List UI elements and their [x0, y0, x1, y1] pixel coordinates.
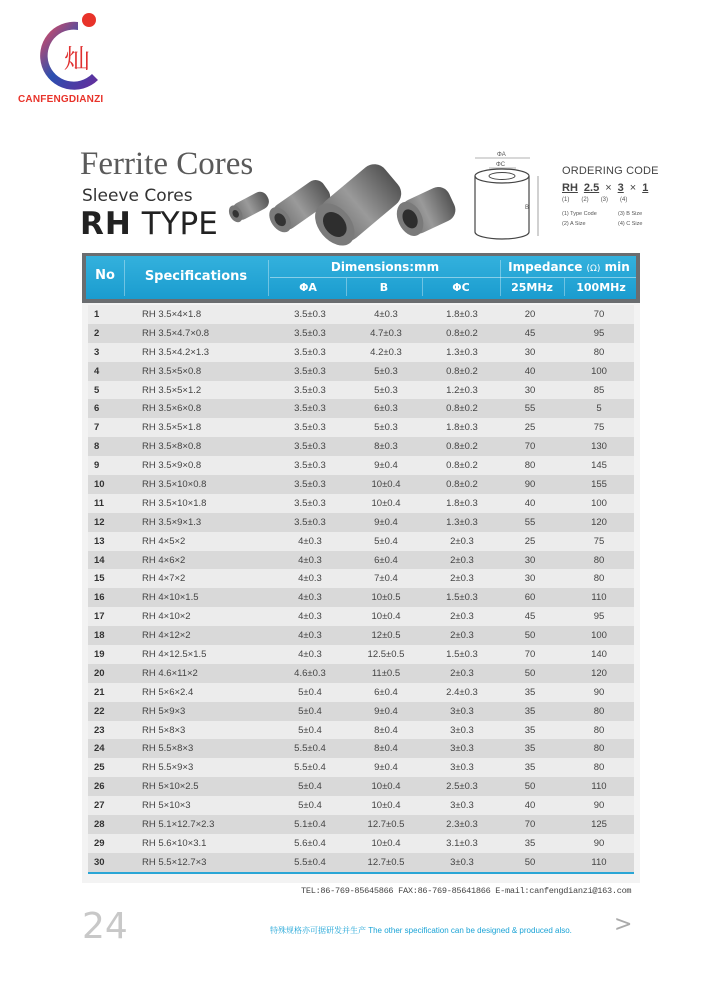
cell-no: 24: [94, 743, 105, 755]
table-header: [82, 253, 640, 303]
cell-100mhz: 80: [593, 346, 605, 358]
cell-b: 10±0.4: [371, 497, 401, 509]
cell-phi-a: 5.5±0.4: [294, 743, 326, 755]
cell-phi-c: 1.3±0.3: [446, 346, 478, 358]
cell-100mhz: 140: [591, 649, 607, 661]
cell-no: 5: [94, 384, 100, 396]
cell-phi-a: 5±0.4: [298, 686, 322, 698]
cell-specification: RH 5.5×9×3: [142, 762, 194, 774]
table-row: [88, 381, 634, 400]
ordering-code-indices: [562, 197, 662, 203]
cell-no: 19: [94, 649, 105, 661]
cell-25mhz: 35: [524, 686, 536, 698]
table-row: [88, 588, 634, 607]
cell-b: 6±0.3: [374, 403, 398, 415]
cell-b: 9±0.4: [374, 460, 398, 472]
cell-no: 14: [94, 554, 105, 566]
cell-b: 4±0.3: [374, 309, 398, 320]
page-number: 24: [82, 906, 128, 947]
cell-b: 8±0.4: [374, 724, 398, 736]
impedance-min: min: [604, 260, 630, 274]
cell-phi-a: 5.5±0.4: [294, 856, 326, 868]
cell-no: 8: [94, 441, 100, 453]
cell-b: 12.7±0.5: [367, 856, 405, 868]
cell-25mhz: 70: [524, 441, 536, 453]
oc-index: (3): [600, 197, 609, 203]
table-row: [88, 721, 634, 740]
ordering-code-example: [562, 182, 662, 194]
cell-100mhz: 95: [593, 611, 605, 623]
cell-100mhz: 130: [591, 441, 607, 453]
cell-b: 7±0.4: [374, 573, 398, 585]
cell-specification: RH 3.5×5×0.8: [142, 365, 202, 377]
cell-100mhz: 100: [591, 365, 607, 377]
cell-100mhz: 155: [591, 479, 607, 491]
cell-100mhz: 80: [593, 762, 605, 774]
cell-no: 6: [94, 403, 100, 415]
cell-no: 11: [94, 497, 105, 509]
cell-25mhz: 70: [524, 649, 536, 661]
cell-specification: RH 3.5×10×1.8: [142, 497, 207, 509]
cell-phi-a: 4±0.3: [298, 573, 322, 585]
table-row: [88, 683, 634, 702]
oc-legend-item: (1) Type Code: [562, 211, 597, 217]
cell-no: 25: [94, 762, 105, 774]
cell-100mhz: 125: [591, 819, 607, 831]
cell-25mhz: 90: [524, 479, 536, 491]
table-row: [88, 758, 634, 777]
cell-specification: RH 3.5×5×1.8: [142, 422, 202, 434]
company-logo: [18, 10, 128, 105]
cell-phi-c: 1.8±0.3: [446, 497, 478, 509]
cell-specification: RH 4×5×2: [142, 535, 186, 547]
cell-specification: RH 5×10×2.5: [142, 781, 199, 793]
cell-phi-c: 3±0.3: [450, 705, 474, 717]
cell-phi-c: 2.4±0.3: [446, 686, 478, 698]
oc-part-1: RH: [562, 182, 578, 194]
cell-specification: RH 3.5×6×0.8: [142, 403, 202, 415]
ohm-unit: (Ω): [586, 264, 601, 274]
contact-info: TEL:86-769-85645866 FAX:86-769-85641866 E-mail:canfengdianzi@163.com: [301, 886, 632, 896]
cell-phi-a: 5±0.4: [298, 800, 322, 812]
table-row: [88, 305, 634, 324]
table-row: [88, 513, 634, 532]
table-row: [88, 626, 634, 645]
cell-100mhz: 110: [591, 781, 607, 793]
cell-25mhz: 20: [524, 309, 536, 320]
table-row: [88, 494, 634, 513]
table-row: [88, 324, 634, 343]
type-label: TYPE: [141, 206, 218, 242]
oc-part-2: 2.5: [583, 182, 600, 194]
cell-phi-a: 4±0.3: [298, 611, 322, 623]
cell-b: 5±0.3: [374, 422, 398, 434]
cell-no: 7: [94, 422, 100, 434]
cell-25mhz: 30: [524, 554, 536, 566]
cell-phi-a: 3.5±0.3: [294, 422, 326, 434]
header-impedance: [502, 260, 636, 274]
header-no: No: [95, 268, 115, 283]
custom-spec-note: 特殊规格亦可据研发并生产 The other specification can be designed & produced also.: [270, 926, 572, 935]
cell-100mhz: 75: [593, 535, 605, 547]
header-dimensions: Dimensions:mm: [330, 260, 440, 274]
cell-phi-c: 0.8±0.2: [446, 365, 478, 377]
oc-index: (4): [620, 197, 628, 203]
cell-b: 8±0.3: [374, 441, 398, 453]
header-100mhz: 100MHz: [576, 281, 626, 294]
cell-25mhz: 30: [524, 346, 536, 358]
cell-b: 6±0.4: [374, 686, 398, 698]
cell-25mhz: 45: [524, 611, 536, 623]
cell-phi-a: 3.5±0.3: [294, 327, 326, 339]
table-row: [88, 777, 634, 796]
cell-25mhz: 30: [524, 384, 536, 396]
cell-b: 12.5±0.5: [367, 649, 405, 661]
table-row: [88, 343, 634, 362]
cell-25mhz: 40: [524, 800, 536, 812]
cell-100mhz: 120: [591, 516, 607, 528]
table-row: [88, 607, 634, 626]
cell-25mhz: 30: [524, 573, 536, 585]
cell-specification: RH 4×7×2: [142, 573, 186, 585]
cell-b: 5±0.3: [374, 365, 398, 377]
cell-25mhz: 35: [524, 837, 536, 849]
cell-specification: RH 3.5×4.7×0.8: [142, 327, 210, 339]
cell-specification: RH 3.5×5×1.2: [142, 384, 202, 396]
table-row: [88, 702, 634, 721]
diagram-label-b: B: [525, 205, 530, 211]
cell-25mhz: 45: [524, 327, 536, 339]
cell-100mhz: 95: [593, 327, 605, 339]
oc-part-4: 1: [642, 182, 649, 194]
cell-100mhz: 90: [593, 837, 605, 849]
cell-phi-c: 1.8±0.3: [446, 422, 478, 434]
cell-100mhz: 110: [591, 856, 607, 868]
table-row: [88, 399, 634, 418]
cell-no: 20: [94, 667, 105, 679]
cell-phi-c: 0.8±0.2: [446, 327, 478, 339]
cell-no: 29: [94, 837, 105, 849]
cell-b: 10±0.5: [371, 592, 401, 604]
cell-25mhz: 35: [524, 762, 536, 774]
table-row: [88, 532, 634, 551]
cell-specification: RH 4×6×2: [142, 554, 186, 566]
cell-25mhz: 55: [524, 516, 536, 528]
oc-times: ×: [605, 182, 612, 194]
table-row: [88, 437, 634, 456]
cell-b: 6±0.4: [374, 554, 398, 566]
cell-phi-a: 4±0.3: [298, 554, 322, 566]
type-heading: [80, 206, 218, 242]
cell-b: 12±0.5: [371, 630, 401, 642]
cell-no: 9: [94, 460, 100, 472]
brand-name: CANFENGDIANZI: [18, 94, 104, 105]
oc-index: (2): [581, 197, 589, 203]
cell-b: 9±0.4: [374, 762, 398, 774]
cell-phi-a: 3.5±0.3: [294, 460, 326, 472]
cell-100mhz: 70: [593, 309, 605, 320]
cell-100mhz: 120: [591, 667, 607, 679]
header-25mhz: 25MHz: [511, 281, 553, 294]
cell-25mhz: 40: [524, 365, 536, 377]
cell-phi-a: 4±0.3: [298, 535, 322, 547]
ordering-code-legend: [562, 211, 672, 227]
cell-specification: RH 4×12.5×1.5: [142, 649, 207, 661]
cell-phi-c: 2±0.3: [450, 667, 474, 679]
table-row: [88, 796, 634, 815]
cell-100mhz: 80: [593, 573, 605, 585]
cell-phi-c: 1.3±0.3: [446, 516, 478, 528]
cell-no: 12: [94, 516, 105, 528]
cell-phi-c: 2±0.3: [450, 573, 474, 585]
cell-b: 9±0.4: [374, 705, 398, 717]
cell-phi-a: 5.5±0.4: [294, 762, 326, 774]
oc-legend-item: (4) C Size: [618, 221, 643, 227]
svg-text:灿: 灿: [64, 45, 91, 75]
header-specifications: Specifications: [144, 269, 248, 284]
cell-phi-a: 3.5±0.3: [294, 403, 326, 415]
cell-phi-c: 1.5±0.3: [446, 592, 478, 604]
cell-25mhz: 55: [524, 403, 536, 415]
next-page-arrow-icon[interactable]: >: [614, 912, 633, 937]
cell-100mhz: 85: [593, 384, 605, 396]
specifications-table: [82, 253, 640, 883]
oc-legend-item: (2) A Size: [562, 221, 586, 227]
cell-no: 1: [94, 309, 100, 320]
table-row: [88, 569, 634, 588]
cell-specification: RH 5.5×12.7×3: [142, 856, 207, 868]
cell-b: 10±0.4: [371, 781, 401, 793]
table-row: [88, 456, 634, 475]
diagram-label-a: ΦA: [497, 152, 506, 158]
cell-phi-a: 5±0.4: [298, 724, 322, 736]
cell-specification: RH 5×8×3: [142, 724, 186, 736]
cell-b: 12.7±0.5: [367, 819, 405, 831]
cell-specification: RH 3.5×10×0.8: [142, 479, 207, 491]
cell-phi-a: 3.5±0.3: [294, 309, 326, 320]
cell-100mhz: 90: [593, 686, 605, 698]
table-row: [88, 418, 634, 437]
cell-no: 13: [94, 535, 105, 547]
cell-phi-c: 1.5±0.3: [446, 649, 478, 661]
cell-no: 27: [94, 800, 105, 812]
cell-no: 18: [94, 630, 105, 642]
header-b: B: [379, 281, 389, 294]
cell-phi-c: 0.8±0.2: [446, 479, 478, 491]
cell-b: 4.2±0.3: [370, 346, 402, 358]
cell-b: 5±0.4: [374, 535, 398, 547]
page-title: Ferrite Cores: [80, 146, 254, 182]
cell-no: 26: [94, 781, 105, 793]
table-row: [88, 739, 634, 758]
cell-phi-a: 5±0.4: [298, 781, 322, 793]
cell-b: 4.7±0.3: [370, 327, 402, 339]
cell-specification: RH 5.5×8×3: [142, 743, 194, 755]
cell-100mhz: 100: [591, 497, 607, 509]
table-row: [88, 645, 634, 664]
cell-25mhz: 50: [524, 630, 536, 642]
table-bottom-rule: [88, 872, 634, 874]
cell-no: 2: [94, 327, 100, 339]
cell-no: 17: [94, 611, 105, 623]
cell-25mhz: 40: [524, 497, 536, 509]
logo-mark-icon: [26, 10, 116, 90]
table-row: [88, 362, 634, 381]
cell-no: 10: [94, 479, 105, 491]
oc-legend-item: (3) B Size: [618, 211, 643, 217]
cell-25mhz: 70: [524, 819, 536, 831]
cell-phi-c: 3±0.3: [450, 743, 474, 755]
table-row: [88, 475, 634, 494]
cell-specification: RH 3.5×9×0.8: [142, 460, 202, 472]
cell-phi-a: 3.5±0.3: [294, 441, 326, 453]
diagram-label-c: ΦC: [496, 162, 506, 168]
cell-phi-a: 5.6±0.4: [294, 837, 326, 849]
cell-100mhz: 90: [593, 800, 605, 812]
cell-specification: RH 5×9×3: [142, 705, 186, 717]
cell-100mhz: 5: [596, 403, 602, 415]
cell-no: 28: [94, 819, 105, 831]
cell-no: 15: [94, 573, 105, 585]
page-subtitle: Sleeve Cores: [82, 186, 193, 206]
cell-phi-c: 3±0.3: [450, 762, 474, 774]
ferrite-cores-image: [225, 158, 465, 248]
cell-phi-c: 2±0.3: [450, 554, 474, 566]
cell-phi-c: 3±0.3: [450, 800, 474, 812]
cell-phi-a: 5±0.4: [298, 705, 322, 717]
cell-25mhz: 60: [524, 592, 536, 604]
cell-b: 10±0.4: [371, 800, 401, 812]
cell-phi-a: 3.5±0.3: [294, 384, 326, 396]
cell-phi-a: 3.5±0.3: [294, 497, 326, 509]
cell-phi-c: 2.3±0.3: [446, 819, 478, 831]
cell-phi-c: 2.5±0.3: [446, 781, 478, 793]
cell-specification: RH 4.6×11×2: [142, 667, 198, 679]
cell-phi-a: 5.1±0.4: [294, 819, 326, 831]
cell-25mhz: 35: [524, 724, 536, 736]
cell-25mhz: 50: [524, 856, 536, 868]
cell-25mhz: 35: [524, 705, 536, 717]
cell-no: 3: [94, 346, 100, 358]
oc-times: ×: [629, 182, 637, 194]
cell-phi-a: 4±0.3: [298, 630, 322, 642]
cell-specification: RH 3.5×4×1.8: [142, 309, 202, 320]
cell-no: 22: [94, 705, 105, 717]
table-row: [88, 853, 634, 872]
cell-no: 4: [94, 365, 100, 377]
cell-100mhz: 100: [591, 630, 607, 642]
table-row: [88, 815, 634, 834]
cell-specification: RH 3.5×8×0.8: [142, 441, 202, 453]
cell-100mhz: 110: [591, 592, 607, 604]
cell-phi-c: 3±0.3: [450, 724, 474, 736]
cell-no: 21: [94, 686, 105, 698]
cell-b: 8±0.4: [374, 743, 398, 755]
cell-25mhz: 50: [524, 781, 536, 793]
table-body: [88, 305, 634, 872]
cell-phi-c: 0.8±0.2: [446, 441, 478, 453]
cell-specification: RH 4×10×2: [142, 611, 191, 623]
oc-index: (1): [562, 197, 570, 203]
cell-25mhz: 35: [524, 743, 536, 755]
cell-phi-a: 3.5±0.3: [294, 346, 326, 358]
cell-phi-c: 2±0.3: [450, 535, 474, 547]
cell-phi-c: 2±0.3: [450, 630, 474, 642]
cell-b: 9±0.4: [374, 516, 398, 528]
cell-specification: RH 3.5×9×1.3: [142, 516, 202, 528]
cell-phi-c: 2±0.3: [450, 611, 474, 623]
cell-phi-c: 1.2±0.3: [446, 384, 478, 396]
cell-phi-a: 4±0.3: [298, 592, 322, 604]
cell-100mhz: 75: [593, 422, 605, 434]
impedance-label: Impedance: [508, 260, 583, 274]
cell-b: 11±0.5: [371, 667, 401, 679]
cell-phi-c: 0.8±0.2: [446, 460, 478, 472]
dimension-diagram: [470, 148, 545, 243]
header-phi-a: ΦA: [299, 281, 317, 294]
type-code: RH: [80, 206, 132, 242]
cell-b: 10±0.4: [371, 611, 401, 623]
cell-phi-a: 4.6±0.3: [294, 667, 326, 679]
table-row: [88, 551, 634, 570]
cell-100mhz: 80: [593, 743, 605, 755]
cell-25mhz: 80: [524, 460, 536, 472]
cell-no: 30: [94, 856, 105, 868]
cell-no: 16: [94, 592, 105, 604]
cell-25mhz: 25: [524, 422, 536, 434]
ordering-code: [562, 165, 662, 227]
cell-no: 23: [94, 724, 105, 736]
cell-phi-a: 4±0.3: [298, 649, 322, 661]
table-row: [88, 834, 634, 853]
cell-25mhz: 25: [524, 535, 536, 547]
cell-25mhz: 50: [524, 667, 536, 679]
cell-phi-c: 1.8±0.3: [446, 309, 478, 320]
table-row: [88, 664, 634, 683]
cell-phi-c: 0.8±0.2: [446, 403, 478, 415]
cell-100mhz: 80: [593, 705, 605, 717]
cell-b: 10±0.4: [371, 837, 401, 849]
ordering-code-title: ORDERING CODE: [562, 165, 659, 177]
cell-specification: RH 4×12×2: [142, 630, 191, 642]
cell-specification: RH 3.5×4.2×1.3: [142, 346, 210, 358]
cell-b: 5±0.3: [374, 384, 398, 396]
cell-specification: RH 5.6×10×3.1: [142, 837, 207, 849]
header-phi-c: ΦC: [452, 281, 470, 294]
cell-phi-c: 3±0.3: [450, 856, 474, 868]
cell-specification: RH 5.1×12.7×2.3: [142, 819, 215, 831]
cell-100mhz: 80: [593, 554, 605, 566]
cell-specification: RH 5×6×2.4: [142, 686, 194, 698]
cell-phi-a: 3.5±0.3: [294, 516, 326, 528]
cell-phi-a: 3.5±0.3: [294, 365, 326, 377]
cell-phi-a: 3.5±0.3: [294, 479, 326, 491]
cell-b: 10±0.4: [371, 479, 401, 491]
cell-specification: RH 4×10×1.5: [142, 592, 199, 604]
cell-specification: RH 5×10×3: [142, 800, 191, 812]
cell-phi-c: 3.1±0.3: [446, 837, 478, 849]
cell-100mhz: 145: [591, 460, 607, 472]
oc-part-3: 3: [617, 182, 624, 194]
cell-100mhz: 80: [593, 724, 605, 736]
